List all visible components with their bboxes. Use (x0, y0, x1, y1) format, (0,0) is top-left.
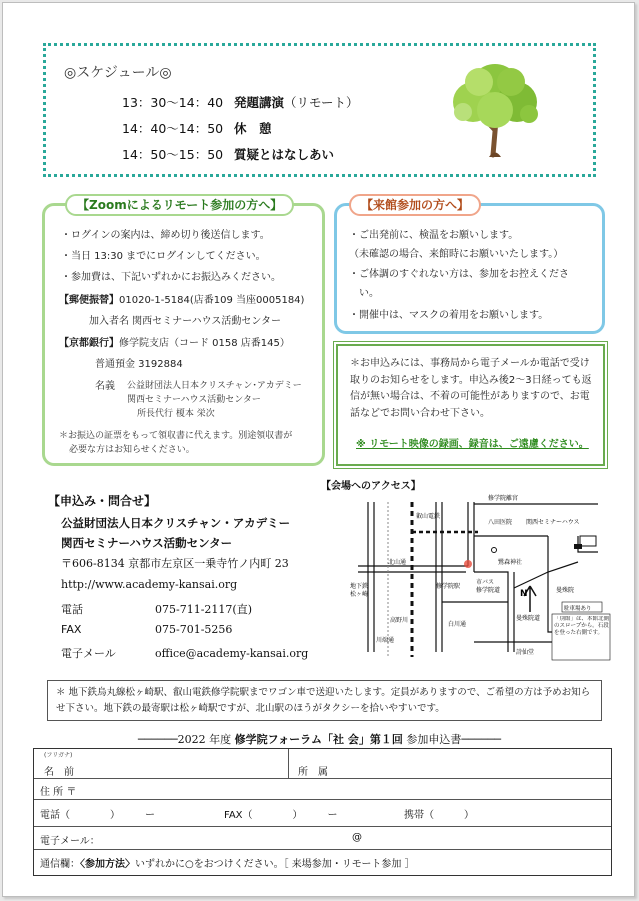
schedule-time: 14：40〜14：50 (122, 121, 224, 136)
form-title-pre: ──────2022 年度 (137, 733, 235, 746)
email-label: 電子メール (61, 647, 116, 660)
phone-label: 電話 (61, 603, 83, 616)
comm-method: 〈参加方法〉 (80, 859, 135, 870)
phone-field[interactable]: 電話（ ） ー (40, 810, 155, 821)
station-marker (464, 560, 472, 568)
schedule-row (122, 93, 359, 111)
bank-name-label: 名義 (95, 381, 115, 392)
zoom-line: ・当日 13:30 までにログインしてください。 (61, 251, 266, 262)
label-manshuin-michi: 曼殊院道 (516, 615, 541, 622)
label-shirakawa: 白川通 (448, 621, 467, 628)
bank-value: 修学院支店（コード 0158 店番145） (119, 338, 290, 349)
onsite-participation-panel (334, 198, 605, 334)
zoom-panel-title: 【Zoomによるリモート参加の方へ】 (65, 194, 294, 216)
postal-value: 01020-1-5184(店番109 当座0005184) (119, 295, 305, 306)
schedule-label: 質疑とはなしあい (234, 147, 335, 162)
bank-account: 普通預金 3192884 (95, 359, 183, 370)
label-shugakuin-michi: 修学院道 (476, 587, 501, 594)
comm-text: いずれかに○をおつけください。［ 来場参加・リモート参加 ］ (135, 859, 415, 870)
website-link[interactable]: http://www.academy-kansai.org (61, 578, 238, 591)
receipt-note: 必要な方はお知らせください。 (69, 445, 195, 455)
phone-row (61, 601, 252, 617)
schedule-label: 発題講演 (234, 95, 285, 110)
notice-text: ＊お申込みには、事務局から電子メールか電話で受け取りのお知らせをします。申込み後2〜3日経っても返信が無い場合は、不着の可能性がありますので、お電話などでお問い合わせ下さい。 (350, 358, 592, 419)
visit-line: （未確認の場合、来館時にお願いいたします。） (349, 249, 564, 260)
schedule-row (122, 119, 272, 137)
form-title-post: 参加申込書────── (402, 733, 502, 746)
map-heading: 【会場へのアクセス】 (321, 481, 421, 492)
form-row-phone (34, 800, 611, 827)
tree-illustration (449, 60, 541, 160)
station-marker (492, 548, 497, 553)
label-chikatetsu: 地下鉄 (350, 583, 369, 590)
label-takano: 高野川 (390, 617, 409, 624)
label-eizan: 叡山電鉄 (416, 513, 441, 520)
label-rikyu: 修学院離宮 (488, 495, 519, 502)
form-row-email (34, 827, 611, 850)
email-field[interactable]: 電子メール： (40, 836, 100, 847)
postal-transfer (59, 291, 304, 306)
bank-name: 所長代行 榎本 栄次 (137, 409, 215, 419)
schedule-sub: （リモート） (284, 95, 359, 110)
furigana-label: (フリガナ) (44, 752, 73, 759)
fax-field[interactable]: FAX（ ） ー (224, 810, 338, 821)
address: 〒606-8134 京都市左京区一乗寺竹ノ内町 23 (61, 557, 289, 570)
label-shisendo: 詩仙堂 (516, 649, 535, 656)
label-matsugasaki: 松ヶ崎 (350, 591, 369, 598)
application-notice (336, 344, 605, 466)
schedule-label: 休 憩 (234, 121, 272, 136)
visit-line: ・ご体調のすぐれない方は、参加をお控えくださ (349, 269, 569, 280)
comm-field[interactable] (40, 855, 415, 870)
schedule-row (122, 145, 334, 163)
fax-label: FAX (61, 623, 82, 636)
contact-heading: 【申込み・問合せ】 (48, 494, 157, 508)
zoom-line: ・ログインの案内は、締め切り後送信します。 (61, 230, 270, 241)
visit-panel-title: 【来館参加の方へ】 (349, 194, 481, 216)
bank-name: 公益財団法人日本クリスチャン･アカデミー (127, 381, 302, 391)
label-yata: 八田医院 (488, 519, 513, 526)
zoom-participation-panel (42, 198, 325, 466)
affiliation-label[interactable]: 所 属 (298, 767, 328, 778)
comm-label: 通信欄： (40, 859, 80, 870)
schedule-time: 14：50〜15：50 (122, 147, 224, 162)
zoom-line: ・参加費は、下記いずれかにお振込みください。 (61, 272, 281, 283)
address-label[interactable]: 住 所 〒 (40, 787, 77, 798)
form-row-comm (34, 850, 611, 875)
name-label[interactable]: 名 前 (44, 767, 74, 778)
visit-line: い。 (359, 288, 379, 299)
visit-line: ・開催中は、マスクの着用をお願いします。 (349, 310, 549, 321)
email-row (61, 645, 308, 661)
application-form (33, 748, 612, 876)
access-map (348, 492, 612, 664)
postal-holder: 加入者名 関西セミナーハウス活動センター (89, 316, 281, 327)
label-shugakuin-st: 修学院駅 (436, 583, 461, 590)
recording-warning: ※ リモート映像の録画、録音は、ご遠慮ください。 (356, 439, 589, 450)
postal-label: 【郵便振替】 (59, 295, 119, 306)
org-center: 関西セミナーハウス活動センター (61, 536, 233, 550)
email-at: @ (352, 832, 362, 843)
flyer-page (2, 2, 635, 897)
label-manshuin: 曼殊院 (556, 587, 575, 594)
form-row-name (34, 749, 611, 779)
label-kawabata: 川端通 (376, 637, 395, 644)
schedule-box (43, 43, 596, 177)
label-north: N (520, 589, 528, 599)
schedule-time: 13：30〜14：40 (122, 95, 224, 110)
label-seminar: 関西セミナーハウス (526, 519, 580, 526)
org-name: 公益財団法人日本クリスチャン・アカデミー (61, 516, 291, 530)
fax-row (61, 623, 232, 636)
label-parking: 駐車場あり (564, 606, 592, 612)
form-divider (288, 749, 289, 779)
email-value[interactable]: office@academy-kansai.org (155, 647, 309, 660)
form-title (3, 731, 636, 747)
shuttle-note: ＊ 地下鉄烏丸線松ヶ崎駅、叡山電鉄修学院駅までワゴン車で送迎いたします。定員がありますので、ご希望の方は予めお知らせ下さい。地下鉄の最寄駅は松ヶ崎駅ですが、北山駅のほうがタクシーを拾いやすいです。 (47, 680, 602, 721)
bank-label: 【京都銀行】 (59, 338, 119, 349)
annex-callout: 「別館」は、本館北側のスロープから。石段を登った右側です。 (554, 616, 609, 636)
form-title-main: 修学院フォーラム「社 会」第１回 (234, 733, 403, 746)
schedule-title: ◎スケジュール◎ (64, 65, 172, 81)
visit-line: ・ご出発前に、検温をお願いします。 (349, 230, 519, 241)
phone-value: 075-711-2117(直) (155, 603, 253, 616)
seminar-house-marker (580, 536, 596, 546)
receipt-note: ＊お振込の証票をもって領収書に代えます。別途領収書が (59, 431, 293, 441)
label-shibus: 市バス (476, 579, 495, 586)
seminar-house-annex (574, 544, 582, 549)
bank-name: 関西セミナーハウス活動センター (127, 395, 261, 405)
mobile-field[interactable]: 携帯（ ） (404, 810, 474, 821)
label-kitayama: 北山通 (388, 559, 407, 566)
fax-value: 075-701-5256 (155, 623, 233, 636)
label-sagisawa: 鷺森神社 (498, 559, 523, 566)
form-row-address (34, 779, 611, 800)
bank-transfer (59, 334, 290, 349)
